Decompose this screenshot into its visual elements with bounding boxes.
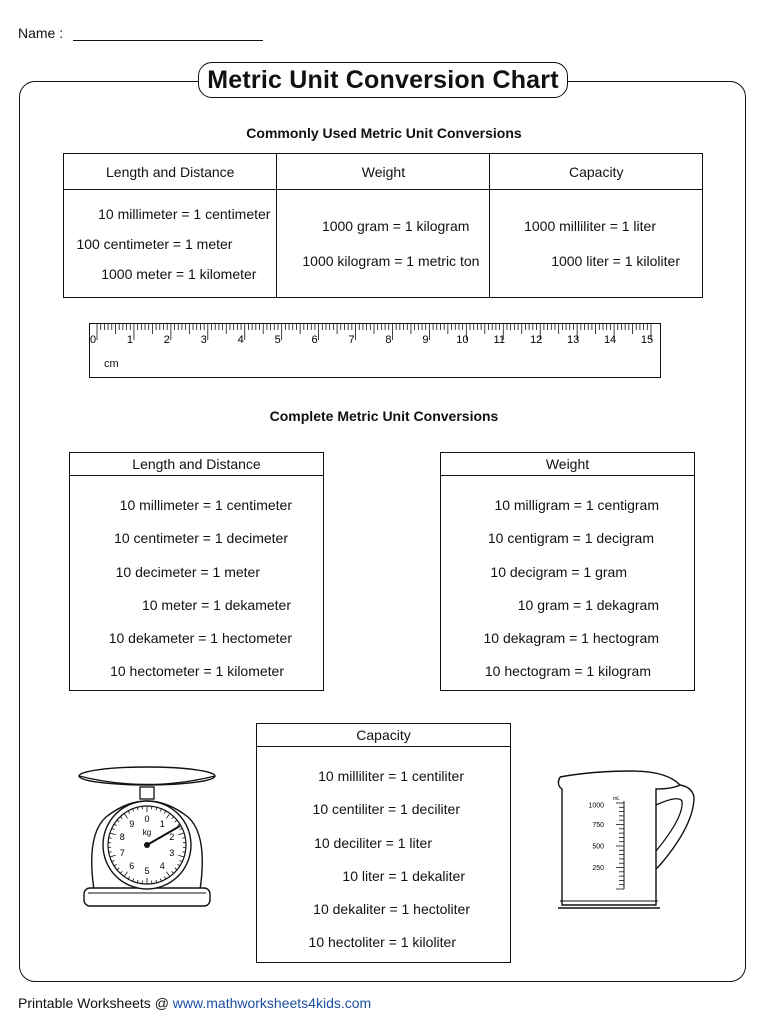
weight-row: 10 dekagram = 1 hectogram <box>483 630 659 647</box>
weight-row: 10 gram = 1 dekagram <box>517 596 659 613</box>
dial-label: 9 <box>129 818 135 829</box>
name-label: Name : <box>18 25 64 41</box>
ruler-label: 9 <box>422 334 429 346</box>
ruler-label: 0 <box>90 334 97 346</box>
ruler-unit: cm <box>104 358 119 370</box>
common-capacity-cell <box>490 190 703 298</box>
common-length-row: 100 centimeter = 1 meter <box>76 235 233 252</box>
ruler-label: 8 <box>385 334 392 346</box>
dial-label: 1 <box>159 818 165 829</box>
common-col-weight: Weight <box>277 154 490 190</box>
common-heading: Commonly Used Metric Unit Conversions <box>246 125 522 141</box>
weight-row: 10 milligram = 1 centigram <box>494 497 659 513</box>
weight-box-title: Weight <box>441 453 694 476</box>
length-box-title: Length and Distance <box>70 453 323 476</box>
common-length-row: 1000 meter = 1 kilometer <box>101 265 257 282</box>
capacity-box <box>256 723 511 963</box>
common-col-capacity: Capacity <box>490 154 703 190</box>
length-box <box>69 452 324 691</box>
dial-label: 2 <box>169 831 175 842</box>
footer <box>18 995 371 1011</box>
dial-label: 7 <box>119 848 125 859</box>
length-row: 10 millimeter = 1 centimeter <box>119 497 292 513</box>
dial-tick <box>109 838 112 839</box>
weight-row: 10 decigram = 1 gram <box>490 563 627 580</box>
cup-label: 250 <box>592 865 604 872</box>
ruler-label: 2 <box>163 334 170 346</box>
dial-label: 0 <box>144 814 150 824</box>
dial-label: 6 <box>129 861 135 872</box>
dial-unit: kg <box>142 828 152 837</box>
dial-label: 3 <box>169 848 175 859</box>
dial-label: 5 <box>144 866 150 876</box>
dial-label: 4 <box>159 861 165 872</box>
common-table <box>63 153 703 298</box>
ruler-label: 1 <box>126 334 133 346</box>
capacity-row: 10 hectoliter = 1 kiloliter <box>308 934 456 951</box>
common-weight-cell <box>277 190 490 298</box>
page-title-text: Metric Unit Conversion Chart <box>207 65 559 94</box>
measuring-cup-icon <box>552 765 697 913</box>
ruler-label: 12 <box>530 334 543 346</box>
ruler-label: 7 <box>348 334 355 346</box>
weight-row: 10 centigram = 1 decigram <box>487 530 654 547</box>
cup-unit: mL <box>613 796 620 802</box>
ruler-label: 11 <box>493 334 505 346</box>
dial-tick <box>182 838 185 839</box>
weight-box <box>440 452 695 691</box>
cup-label: 1000 <box>588 802 604 810</box>
ruler-label: 13 <box>567 334 580 346</box>
capacity-row: 10 centiliter = 1 deciliter <box>312 801 460 818</box>
capacity-row: 10 milliliter = 1 centiliter <box>318 768 464 784</box>
common-weight-row: 1000 gram = 1 kilogram <box>321 217 470 234</box>
length-row: 10 decimeter = 1 meter <box>115 563 260 580</box>
ruler-label: 6 <box>311 334 318 346</box>
ruler-label: 14 <box>603 334 617 346</box>
length-row: 10 hectometer = 1 kilometer <box>110 663 284 680</box>
capacity-row: 10 dekaliter = 1 hectoliter <box>313 901 470 918</box>
common-length-cell <box>64 190 277 298</box>
length-row: 10 centimeter = 1 decimeter <box>114 530 288 547</box>
common-weight-row: 1000 kilogram = 1 metric ton <box>302 252 480 269</box>
common-capacity-row: 1000 liter = 1 kiloliter <box>551 252 680 269</box>
page-title <box>198 62 568 98</box>
ruler-label: 3 <box>200 334 207 346</box>
footer-prefix: Printable Worksheets @ <box>18 995 173 1011</box>
capacity-row: 10 deciliter = 1 liter <box>314 834 432 851</box>
dial-label: 8 <box>119 831 125 842</box>
capacity-row: 10 liter = 1 dekaliter <box>342 867 465 884</box>
cup-label: 750 <box>592 822 604 829</box>
dial-tick <box>182 852 185 853</box>
ruler <box>89 323 661 378</box>
capacity-box-title: Capacity <box>257 724 510 747</box>
name-field[interactable] <box>73 26 263 41</box>
footer-link[interactable]: www.mathworksheets4kids.com <box>172 995 372 1011</box>
ruler-label: 5 <box>274 334 281 346</box>
weight-row: 10 hectogram = 1 kilogram <box>484 663 651 680</box>
dial-tick <box>109 852 112 853</box>
ruler-label: 4 <box>237 334 244 346</box>
ruler-ticks <box>90 324 660 377</box>
common-capacity-row: 1000 milliliter = 1 liter <box>524 217 656 234</box>
cup-label: 500 <box>592 843 604 851</box>
common-length-row: 10 millimeter = 1 centimeter <box>98 205 271 222</box>
ruler-label: 15 <box>640 334 654 346</box>
ruler-label: 10 <box>456 334 469 346</box>
length-row: 10 dekameter = 1 hectometer <box>108 630 292 647</box>
complete-heading: Complete Metric Unit Conversions <box>269 408 499 424</box>
length-row: 10 meter = 1 dekameter <box>141 596 291 613</box>
kitchen-scale-icon <box>76 765 221 910</box>
name-row <box>18 25 263 41</box>
common-col-length: Length and Distance <box>64 154 277 190</box>
